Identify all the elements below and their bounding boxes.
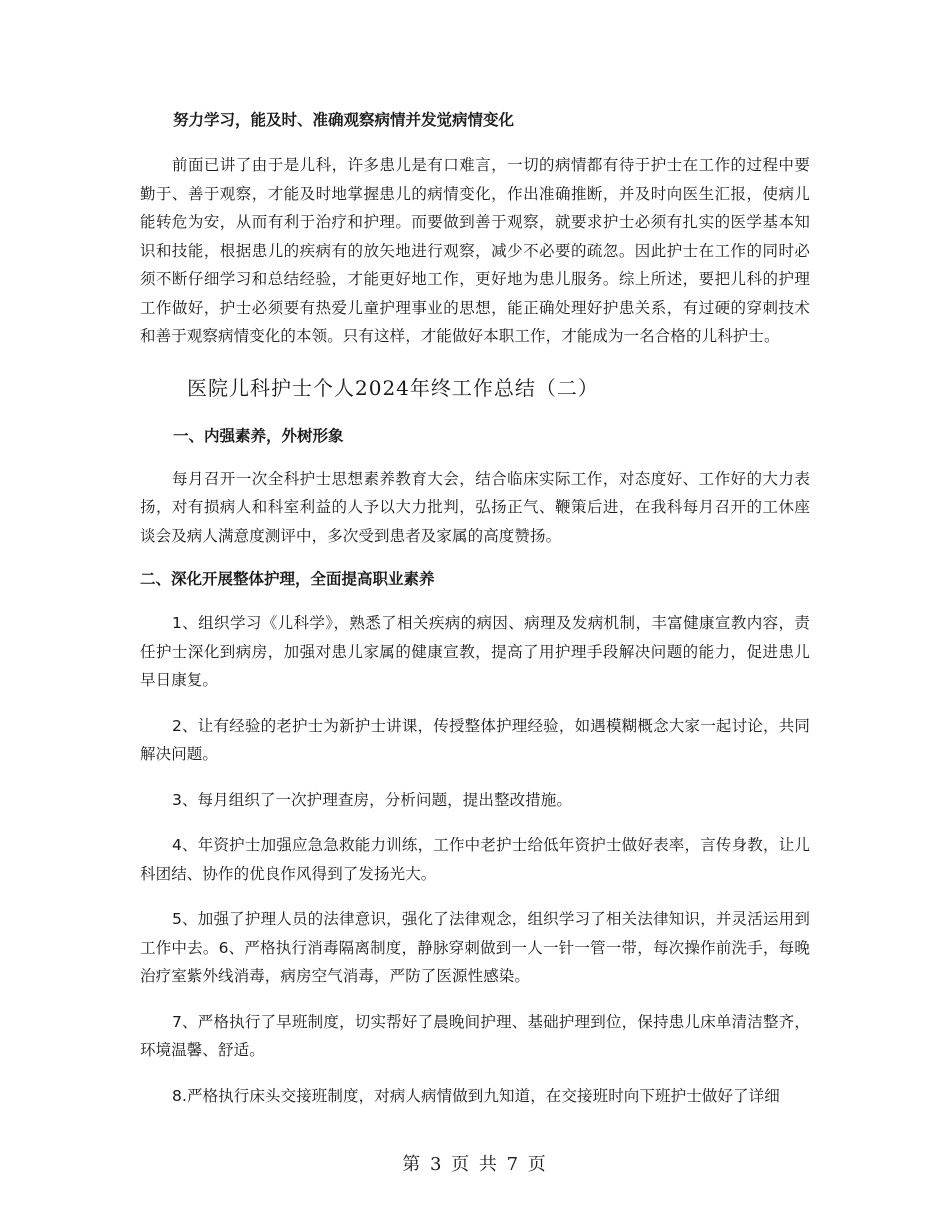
list-item: 5、加强了护理人员的法律意识，强化了法律观念，组织学习了相关法律知识，并灵活运用到工作中去。6、严格执行消毒隔离制度，静脉穿刺做到一人一针一管一带，每次操作前洗手，每晚治疗室紫外线消毒，病房空气消毒，严防了医源性感染。	[140, 910, 810, 985]
list-item: 1、组织学习《儿科学》，熟悉了相关疾病的病因、病理及发病机制，丰富健康宣教内容，责任护士深化到病房，加强对患儿家属的健康宣教，提高了用护理手段解决问题的能力，促进患儿早日康复。	[140, 614, 810, 689]
list-item: 4、年资护士加强应急急救能力训练，工作中老护士给低年资护士做好表率，言传身教，让儿科团结、协作的优良作风得到了发扬光大。	[140, 836, 810, 883]
section-title: 医院儿科护士个人2024年终工作总结（二）	[187, 375, 599, 400]
list-item: 2、让有经验的老护士为新护士讲课，传授整体护理经验，如遇模糊概念大家一起讨论，共同解决问题。	[140, 716, 810, 763]
subheading-quality: 一、内强素养，外树形象	[173, 426, 344, 445]
paragraph-observation: 前面已讲了由于是儿科，许多患儿是有口难言，一切的病情都有待于护士在工作的过程中要勤于、善于观察，才能及时地掌握患儿的病情变化，作出准确推断，并及时向医生汇报，使病儿能转危为安，从而有利于治疗和护理。而要做到善于观察，就要求护士必须有扎实的医学基本知识和技能，根据患儿的疾病有的放矢地进行观察，减少不必要的疏忽。因此护士在工作的同时必须不断仔细学习和总结经验，才能更好地工作，更好地为患儿服务。综上所述，要把儿科的护理工作做好，护士必须要有热爱儿童护理事业的思想，能正确处理好护患关系，有过硬的穿刺技术和善于观察病情变化的本领。只有这样，才能做好本职工作，才能成为一名合格的儿科护士。	[140, 156, 810, 345]
page-number-footer: 第 3 页 共 7 页	[402, 1154, 548, 1175]
list-item: 7、严格执行了早班制度，切实帮好了晨晚间护理、基础护理到位，保持患儿床单清洁整齐，环境温馨、舒适。	[140, 1012, 810, 1059]
list-item: 8.严格执行床头交接班制度，对病人病情做到九知道，在交接班时向下班护士做好了详细	[172, 1086, 780, 1105]
subheading-observation: 努力学习，能及时、准确观察病情并发觉病情变化	[173, 111, 515, 129]
list-item: 3、每月组织了一次护理查房，分析问题，提出整改措施。	[172, 790, 572, 809]
paragraph-quality: 每月召开一次全科护士思想素养教育大会，结合临床实际工作，对态度好、工作好的大力表扬，对有损病人和科室利益的人予以大力批判，弘扬正气、鞭策后进，在我科每月召开的工休座谈会及病人满意度测评中，多次受到患者及家属的高度赞扬。	[140, 469, 810, 545]
subheading-nursing: 二、深化开展整体护理，全面提高职业素养	[140, 570, 435, 588]
page-content	[140, 100, 810, 1110]
